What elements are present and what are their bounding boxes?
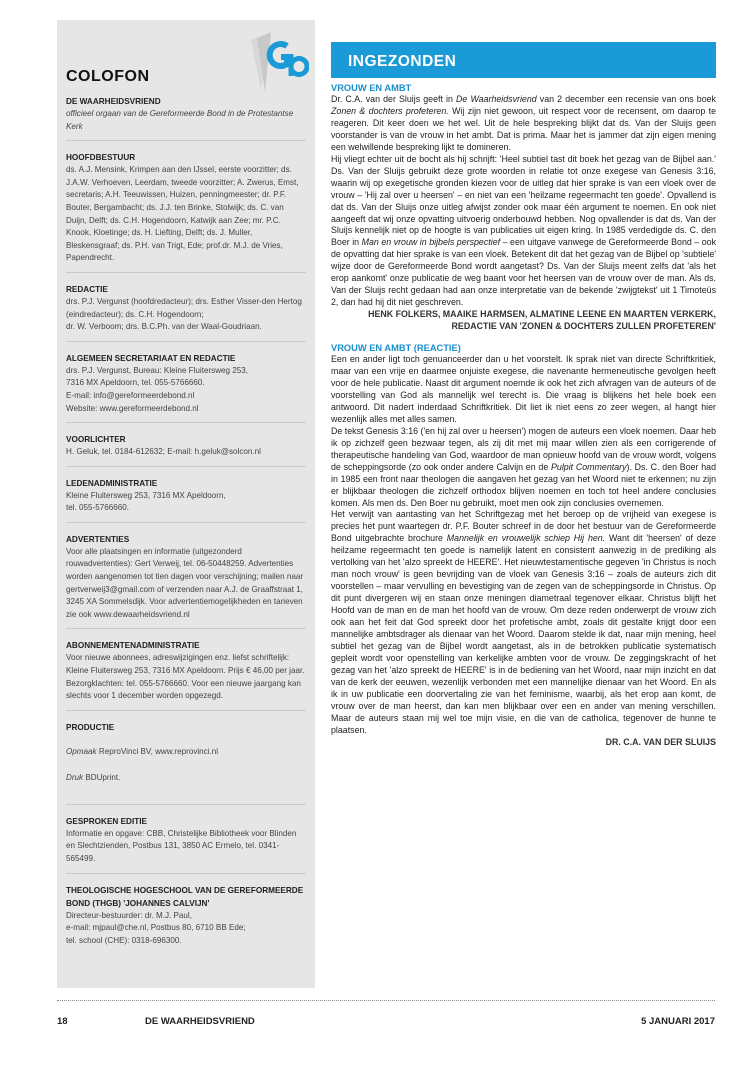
- article-heading: VROUW EN AMBT: [331, 83, 412, 93]
- article-heading: VROUW EN AMBT (REACTIE): [331, 343, 461, 354]
- productie-opmaak: Opmaak ReproVinci BV, www.reprovinci.nl: [66, 747, 219, 757]
- productie-druk: Druk BDUprint.: [66, 772, 121, 782]
- article-signature: REDACTIE VAN 'ZONEN & DOCHTERS ZULLEN PROFETEREN': [451, 321, 716, 332]
- section-text: officieel orgaan van de Gereformeerde Bond in de Protestantse Kerk: [66, 109, 294, 131]
- gb-logo-icon: [247, 32, 309, 94]
- section-thgb: [66, 884, 306, 955]
- colofon-sections: [66, 95, 306, 964]
- publication-name: DE WAARHEIDSVRIEND: [145, 1016, 255, 1027]
- footer-divider: [57, 1000, 715, 1001]
- section-text: [66, 734, 306, 797]
- article-paragraph: Dr. C.A. van der Sluijs geeft in De Waarheidsvriend van 2 december een recensie van ons boek Zonen & dochters profeteren. Wij zijn niet gewoon, uit respect voor de recensent, om daarop te reageren. Dit keer doen we het wel. Uit de hele bespreking blijkt dat ds. Van der Sluijs geen voorstander is van de vrouw in het ambt. Dat is prima. Maar het is jammer dat zijn eigen mening een welwillende bespreking lijkt te domineren.: [331, 94, 716, 152]
- article-signature: HENK FOLKERS, MAAIKE HARMSEN, ALMATINE LEENE EN MAARTEN VERKERK,: [368, 309, 716, 320]
- section-secretariaat: [66, 352, 306, 423]
- section-text: Voor nieuwe abonnees, adreswijzigingen enz. liefst schriftelijk: Kleine Fluitersweg 253, 7316 MX Apeldoorn. Prijs € 46,00 per jaar. Bezorgklachten: tel. 055-5766660. Voor een nieuwe jaargang kan slechts voor 1 december worden opgezegd.: [66, 653, 305, 701]
- section-abonnementen: [66, 639, 306, 710]
- colofon-title: COLOFON: [66, 68, 150, 85]
- article-signature: DR. C.A. VAN DER SLUIJS: [605, 736, 716, 747]
- article-paragraph: De tekst Genesis 3:16 ('en hij zal over u heersen') mogen de auteurs een vloek noemen. Daar heb ik op zichzelf geen bezwaar tegen, als zij dit met mij maar willen zien als een corrigerende of therapeutische handeling van God, waardoor de man opnieuw hoofd van de vrouw wordt, volgens de scheppingsorde (zo ook onder andere Calvijn en de Pulpit Commentary). Ds. C. den Boer had in 1985 een front naar theologen die aangaven het gezag van het Woord niet te erkennen; nu zijn er blijkbaar theologen die zichzelf orthodox blijven noemen en toch tot heel andere conclusies komen. Als men ds. Den Boer nu gebruikt, moet men ook zijn conclusies overnemen.: [331, 425, 716, 508]
- section-heading: HOOFDBESTUUR: [66, 153, 136, 163]
- section-advertenties: [66, 533, 306, 630]
- section-heading: GESPROKEN EDITIE: [66, 816, 147, 826]
- colofon-sidebar: [57, 20, 315, 988]
- section-gesproken-editie: [66, 815, 306, 874]
- section-redactie: [66, 283, 306, 342]
- section-heading: ABONNEMENTENADMINISTRATIE: [66, 641, 200, 651]
- main-column: [331, 42, 716, 749]
- section-text: ds. A.J. Mensink, Krimpen aan den IJssel, eerste voorzitter; ds. J.A.W. Verhoeven, Leerdam, tweede voorzitter; A. Zwerus, Emst, secretaris; A.H. Teeuwissen, Huizen, penningmeester; dr. P.F. Bouter, Bergambacht; ds. J.J. ten Brinke, Stolwijk; ds. C. van Duijn, Delft; ds. C.H. Hogendoorn, Katwijk aan Zee; mr. P.C. Knook, Kloetinge; ds. H. Liefting, Delft; ds. J. Muller, Bleskensgraaf; ds. P.H. van Trigt, Ede; prof.dr. M.J. de Vries, Papendrecht.: [66, 165, 299, 263]
- section-heading: DE WAARHEIDSVRIEND: [66, 97, 161, 106]
- section-heading: ADVERTENTIES: [66, 534, 130, 544]
- section-heading: PRODUCTIE: [66, 722, 115, 732]
- section-heading: ALGEMEEN SECRETARIAAT EN REDACTIE: [66, 353, 236, 363]
- section-text: Directeur-bestuurder: dr. M.J. Paul, e-mail: mjpaul@che.nl, Postbus 80, 6710 BB Ede; tel. school (CHE): 0318-696300.: [66, 910, 246, 945]
- section-text: Informatie en opgave: CBB, Christelijke Bibliotheek voor Blinden en Slechtzienden, Postbus 131, 3850 AC Ermelo, tel. 0341-565499.: [66, 828, 297, 863]
- section-text: Voor alle plaatsingen en informatie (uitgezonderd rouwadvertenties): Gert Verweij, tel. 06-50448259. Advertenties worden aangenomen tot tien dagen voor verschijning; mailen naar gertverweij3@gmail.com of verzenden naar A.J. de Graaffstraat 1, 3245 XA Sommelsdijk. Voor advertentiemogelijkheden en tarieven zie ook www.dewaarheidsvriend.nl: [66, 546, 304, 619]
- section-heading: VOORLICHTER: [66, 435, 126, 445]
- article-paragraph: Het verwijt van aantasting van het Schriftgezag met het beroep op de vrijheid van exegese is precies het punt waartegen dr. P.F. Bouter schreef in de door het bestuur van de Gereformeerde Bond uitgebrachte brochure Mannelijk en vrouwelijk schiep Hij hen. Want dit 'heersen' of deze heilzame regeermacht ten goede is namelijk latent en consistent aanwezig in de prediking als vertolking van het 'alzo spreekt de HEERE'. Het nieuwtestamentische gegeven 'in Christus is noch man noch vrouw' is geen bevrijding van de vloek van Genesis 3:16 – zoals de auteurs zich dit voorstellen – maar vervulling en bevestiging van de zegen van de scheppingsorde in Christus. Op dit punt divergeren wij en staan onze meningen diametraal tegenover elkaar. Christus blijft het Hoofd van de man en de man het hoofd van de vrouw. Om deze reden onderwerpt de vrouw zich ook aan het feit dat God spreekt door het profetische ambt, zoals dit gestalte krijgt door een mannelijke ambtsdrager als dienaar van het Woord. Daarom stelde ik dat, naar mijn mening, heel subtiel het gezag van de Bijbel wordt aangetast, als in de betrokken publicatie systematisch gepleit wordt voor openstelling van kerkelijke ambten voor de vrouw. De zeggingskracht of het gezag van het 'alzo spreekt de HEERE' is in de bediening van het Woord, naar mijn inzicht en dat van de kerk der eeuwen, wezenlijk verbonden met een mannelijke dienaar van het Woord. En als ik in uw publicatie een doorvertaling zie van het feminisme, waarbij, als het erop aan komt, de vrouw over de man heerst, dan kan men blijkbaar over een en ander van mening verschillen. Maar de auteurs staan mij wel toe mijn visie, en die van de catholica, tegenover de hunne te plaatsen.: [331, 509, 716, 735]
- section-text: drs. P.J. Vergunst (hoofdredacteur); drs. Esther Visser-den Hertog (eindredacteur); ds. C.H. Hogendoorn; dr. W. Verboom; drs. B.C.Ph. van der Waal-Goudriaan.: [66, 296, 302, 332]
- section-waarheidsvriend: [66, 95, 306, 141]
- section-ledenadministratie: [66, 477, 306, 523]
- section-hoofdbestuur: [66, 151, 306, 273]
- section-text: Kleine Fluitersweg 253, 7316 MX Apeldoorn, tel. 055-5766660.: [66, 490, 226, 513]
- section-heading: THEOLOGISCHE HOGESCHOOL VAN DE GEREFORMEERDE BOND (THGB) 'JOHANNES CALVIJN': [66, 885, 304, 908]
- section-heading: REDACTIE: [66, 284, 108, 294]
- section-banner: INGEZONDEN: [331, 42, 716, 78]
- section-voorlichter: [66, 433, 306, 467]
- section-text: H. Geluk, tel. 0184-612632; E-mail: h.geluk@solcon.nl: [66, 447, 261, 457]
- section-heading: LEDENADMINISTRATIE: [66, 478, 158, 488]
- section-text: drs. P.J. Vergunst, Bureau: Kleine Fluitersweg 253, 7316 MX Apeldoorn, tel. 055-5766660. E-mail: info@gereformeerdebond.nl Website: www.gereformeerdebond.nl: [66, 365, 249, 413]
- issue-date: 5 JANUARI 2017: [641, 1016, 715, 1027]
- section-productie: [66, 721, 306, 805]
- article-paragraph: Een en ander ligt toch genuanceerder dan u het voorstelt. Ik sprak niet van directe Schriftkritiek, maar van een vrije en daarmee onjuiste exegese, die navenante hermeneutische gevolgen heeft voor de hele publicatie. Naast dit argument noemde ik ook het zich afvragen van de auteurs of de voorstelling van God als mannelijk wel terecht is. Die vraag is blijkens het hele boek een antwoord. Dit nadert inderdaad Schriftkritiek. Dit liet ik niet eens zo zeer wegen, al hangt hier wezenlijk alles met alles samen.: [331, 354, 716, 424]
- article-paragraph: Hij vliegt echter uit de bocht als hij schrijft: 'Heel subtiel tast dit boek het gezag van de Bijbel aan.' Ds. Van der Sluijs gebruikt deze grote woorden in relatie tot onze exegese van Genesis 3:16, waarin wij op exegetische gronden kiezen voor de uitleg dat hier sprake is van een vloek over de vrouw – 'Hij zal over u heersen' – en niet van een 'heilzame regeermacht ten goede'. Opvallend is dat ds. Van der Sluijs onze uitleg afwijst zonder ook maar één argument te noemen. En ook niet aangeeft dat wij onze opvatting uitvoerig onderbouwd hebben. Nog opvallender is dat ds. Van der Sluijs kennelijk niet op de hoogte is van publicaties uit eigen kring. In 1985 verdedigde ds. C. den Boer in Man en vrouw in bijbels perspectief – een uitgave vanwege de Gereformeerde Bond – ook de opvatting dat hier sprake is van een vloek. Betekent dit dat het gezag van de Bijbel op 'subtiele' wijze door de Gereformeerde Bond wordt aangetast? Ds. Van der Sluijs meent zelfs dat 'als het erop aankomt' onze publicatie de weg baant voor het heersen van de vrouw over de man. Als ds. Van der Sluijs recht gedaan had aan onze interpretatie van de bekende 'zwijgtekst' uit 1 Timoteüs 2, dan had hij dit niet geschreven.: [331, 153, 717, 308]
- page-number: 18: [57, 1016, 68, 1027]
